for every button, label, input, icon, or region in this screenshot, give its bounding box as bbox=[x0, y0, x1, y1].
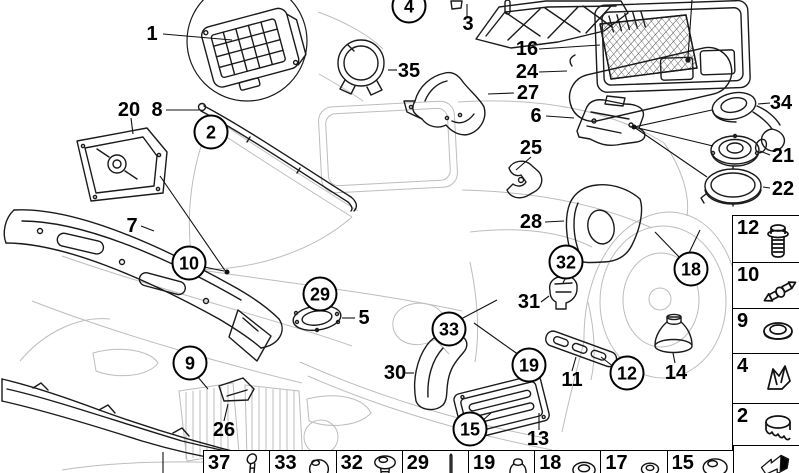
part-label-28[interactable]: 28 bbox=[519, 211, 543, 233]
fastener-number: 17 bbox=[605, 452, 628, 473]
continuation-arrow-icon bbox=[749, 448, 799, 473]
part-label-35[interactable]: 35 bbox=[397, 60, 421, 82]
cone-seal-part bbox=[711, 135, 759, 167]
hose-connector-icon bbox=[758, 266, 798, 310]
fastener-number: 33 bbox=[274, 452, 297, 473]
spring-clip-icon bbox=[758, 357, 798, 401]
slotted-strip-part bbox=[544, 329, 619, 368]
part-label-25[interactable]: 25 bbox=[519, 137, 543, 159]
fastener-box-bottom-15[interactable] bbox=[667, 450, 735, 473]
part-label-14[interactable]: 14 bbox=[664, 362, 688, 384]
oval-grommet-icon bbox=[699, 453, 733, 473]
fastener-number: 4 bbox=[737, 355, 749, 377]
oval-ring-part bbox=[701, 166, 761, 206]
part-label-34[interactable]: 34 bbox=[769, 92, 793, 114]
part-label-8[interactable]: 8 bbox=[151, 99, 163, 121]
insulation-pad-part bbox=[77, 128, 167, 201]
clamp-ring-part bbox=[338, 40, 384, 95]
part-label-15-circled[interactable]: 15 bbox=[453, 412, 488, 447]
fastener-number: 19 bbox=[473, 452, 496, 473]
fastener-number: 18 bbox=[539, 452, 562, 473]
fastener-number: 10 bbox=[737, 264, 760, 286]
fastener-box-9[interactable] bbox=[732, 308, 799, 355]
fastener-number: 37 bbox=[208, 452, 231, 473]
fastener-box-bottom-29[interactable] bbox=[402, 450, 470, 473]
grommet-ring-icon bbox=[758, 312, 798, 355]
part-label-6[interactable]: 6 bbox=[530, 105, 542, 127]
fastener-box-bottom-37[interactable] bbox=[203, 450, 271, 473]
fastener-number: 29 bbox=[406, 452, 430, 473]
part-label-9-circled[interactable]: 9 bbox=[173, 346, 208, 381]
fastener-box-bottom-33[interactable] bbox=[269, 450, 337, 473]
angled-screw-icon bbox=[236, 453, 270, 473]
plug-clip-part bbox=[550, 276, 577, 309]
continuation-arrow-box[interactable] bbox=[733, 445, 799, 473]
part-label-7[interactable]: 7 bbox=[126, 215, 138, 237]
part-label-19-circled[interactable]: 19 bbox=[512, 348, 547, 383]
part-label-22[interactable]: 22 bbox=[771, 178, 795, 200]
fastener-number: 32 bbox=[340, 452, 363, 473]
part-label-20[interactable]: 20 bbox=[117, 99, 141, 121]
part-label-16[interactable]: 16 bbox=[515, 38, 539, 60]
part-label-1[interactable]: 1 bbox=[146, 23, 158, 45]
part-label-24[interactable]: 24 bbox=[515, 61, 539, 83]
plastic-nut-icon bbox=[501, 453, 535, 473]
part-label-10-circled[interactable]: 10 bbox=[172, 246, 207, 281]
pin-rivet-icon bbox=[434, 453, 468, 473]
part-label-3[interactable]: 3 bbox=[462, 13, 474, 35]
round-grommet-icon bbox=[567, 453, 601, 473]
fastener-box-4[interactable] bbox=[732, 353, 799, 405]
part-label-18-circled[interactable]: 18 bbox=[674, 252, 709, 287]
part-label-13[interactable]: 13 bbox=[526, 428, 550, 450]
small-grommet-icon bbox=[633, 453, 667, 473]
fastener-box-bottom-18[interactable] bbox=[534, 450, 602, 473]
vent-grille-detail-circle bbox=[187, 0, 311, 101]
fastener-number: 15 bbox=[671, 452, 694, 473]
clip-part bbox=[507, 161, 542, 198]
trunk-trough-part bbox=[595, 0, 751, 92]
part-label-26[interactable]: 26 bbox=[212, 419, 236, 441]
fastener-number: 12 bbox=[737, 217, 760, 239]
ball-grommet-icon bbox=[302, 453, 336, 473]
part-label-31[interactable]: 31 bbox=[517, 291, 541, 313]
part-label-30[interactable]: 30 bbox=[383, 362, 407, 384]
hex-bolt-icon bbox=[758, 219, 798, 263]
fastener-box-bottom-19[interactable] bbox=[468, 450, 536, 473]
part-label-27[interactable]: 27 bbox=[516, 82, 540, 104]
fastener-box-12[interactable] bbox=[732, 215, 799, 264]
fastener-box-10[interactable] bbox=[732, 262, 799, 310]
corner-bracket-part bbox=[219, 378, 254, 401]
fastener-box-bottom-32[interactable] bbox=[336, 450, 404, 473]
part-label-21[interactable]: 21 bbox=[771, 145, 795, 167]
part-label-29-circled[interactable]: 29 bbox=[303, 277, 338, 312]
part-drawings bbox=[2, 0, 784, 473]
part-label-5[interactable]: 5 bbox=[358, 307, 370, 329]
part-label-12-circled[interactable]: 12 bbox=[610, 356, 645, 391]
cowl-panel-part bbox=[4, 210, 282, 361]
washer-screw-icon bbox=[368, 453, 402, 473]
part-label-4-circled[interactable]: 4 bbox=[392, 0, 427, 24]
part-label-33-circled[interactable]: 33 bbox=[432, 312, 467, 347]
fastener-number: 9 bbox=[737, 310, 749, 332]
part-label-2-circled[interactable]: 2 bbox=[194, 115, 229, 150]
part-label-11[interactable]: 11 bbox=[561, 369, 583, 391]
fastener-box-bottom-17[interactable] bbox=[600, 450, 668, 473]
fastener-number: 2 bbox=[737, 405, 749, 427]
part-label-32-circled[interactable]: 32 bbox=[549, 245, 584, 280]
